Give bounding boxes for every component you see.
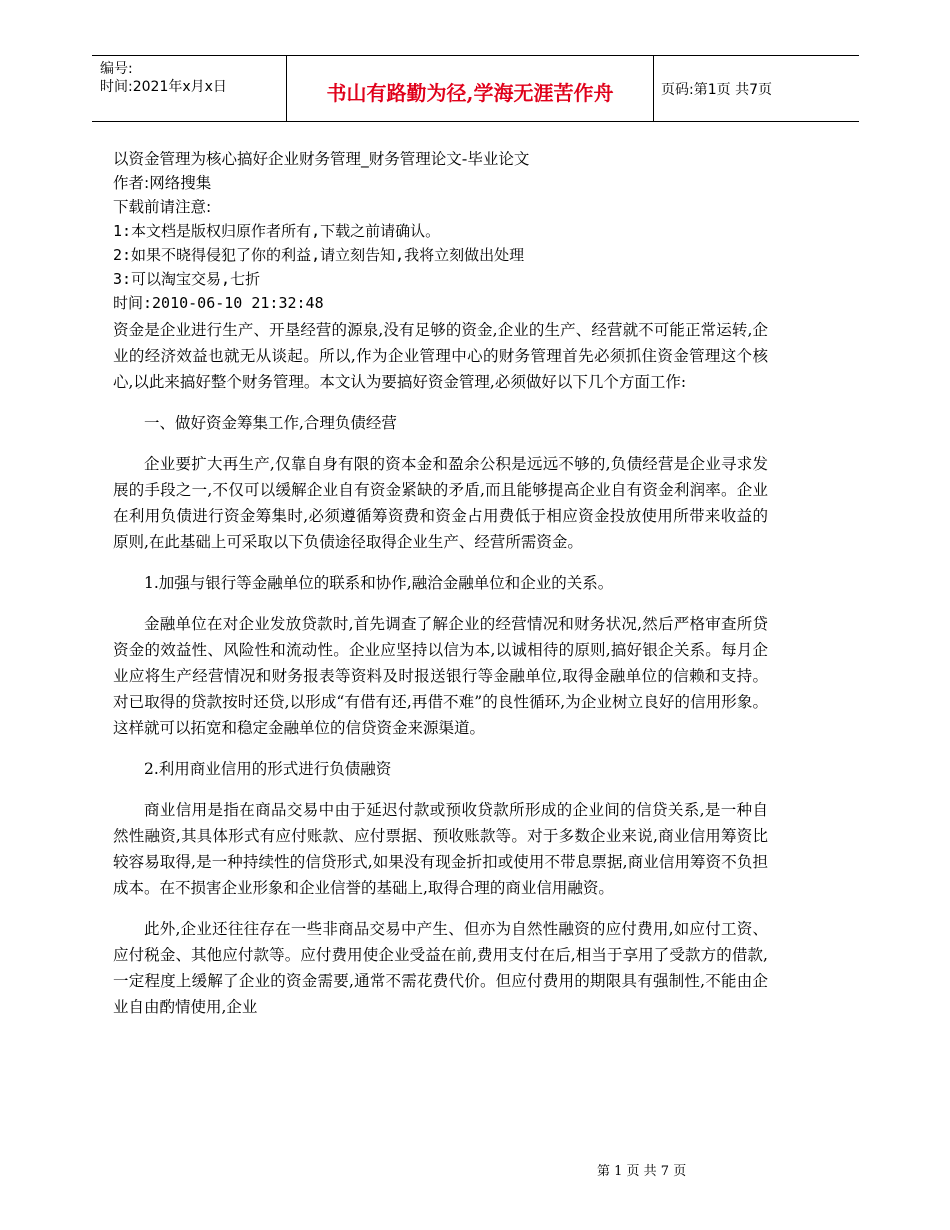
- document-time: 时间:2010-06-10 21:32:48: [113, 294, 324, 312]
- document-body: [113, 317, 768, 1035]
- document-title: 以资金管理为核心搞好企业财务管理_财务管理论文-毕业论文: [113, 150, 530, 168]
- notice-item: 2:如果不晓得侵犯了你的利益,请立刻告知,我将立刻做出处理: [113, 246, 525, 264]
- serial-label: 编号:: [100, 61, 133, 77]
- subsection-heading: 1.加强与银行等金融单位的联系和协作,融洽金融单位和企业的关系。: [144, 574, 614, 592]
- header-page-info: 页码:第1页 共7页: [661, 82, 772, 98]
- notice-item: 3:可以淘宝交易,七折: [113, 270, 261, 288]
- body-paragraph: 此外,企业还往往存在一些非商品交易中产生、但亦为自然性融资的应付费用,如应付工资、应付税金、其他应付款等。应付费用使企业受益在前,费用支付在后,相当于享用了受款方的借款,一定程度上缓解了企业的资金需要,通常不需花费代价。但应付费用的期限具有强制性,不能由企业自由酌情使用,企业: [113, 920, 768, 1016]
- header-motto: 书山有路勤为径,学海无涯苦作舟: [326, 81, 614, 105]
- header-top-rule: [92, 55, 859, 56]
- body-paragraph: 商业信用是指在商品交易中由于延迟付款或预收贷款所形成的企业间的信贷关系,是一种自然性融资,其具体形式有应付账款、应付票据、预收账款等。对于多数企业来说,商业信用筹资比较容易取得,是一种持续性的信贷形式,如果没有现金折扣或使用不带息票据,商业信用筹资不负担成本。在不损害企业形象和企业信誉的基础上,取得合理的商业信用融资。: [113, 801, 768, 897]
- body-paragraph: 金融单位在对企业发放贷款时,首先调查了解企业的经营情况和财务状况,然后严格审查所贷资金的效益性、风险性和流动性。企业应坚持以信为本,以诚相待的原则,搞好银企关系。每月企业应将生产经营情况和财务报表等资料及时报送银行等金融单位,取得金融单位的信赖和支持。对已取得的贷款按时还贷,以形成“有借有还,再借不难”的良性循环,为企业树立良好的信用形象。这样就可以拓宽和稳定金融单位的信贷资金来源渠道。: [113, 615, 768, 737]
- document-author: 作者:网络搜集: [113, 174, 212, 192]
- footer-page-number: 第 1 页 共 7 页: [597, 1164, 687, 1179]
- section-heading: 一、做好资金筹集工作,合理负债经营: [144, 414, 397, 432]
- notice-item: 1:本文档是版权归原作者所有,下载之前请确认。: [113, 222, 441, 240]
- header-bottom-rule: [92, 121, 859, 122]
- header-divider-right: [653, 55, 654, 122]
- body-paragraph: 资金是企业进行生产、开垦经营的源泉,没有足够的资金,企业的生产、经营就不可能正常运转,企业的经济效益也就无从谈起。所以,作为企业管理中心的财务管理首先必须抓住资金管理这个核心,以此来搞好整个财务管理。本文认为要搞好资金管理,必须做好以下几个方面工作:: [113, 321, 768, 391]
- header-info: [100, 60, 227, 96]
- notice-title: 下载前请注意:: [113, 198, 212, 216]
- body-paragraph: 企业要扩大再生产,仅靠自身有限的资本金和盈余公积是远远不够的,负债经营是企业寻求发展的手段之一,不仅可以缓解企业自有资金紧缺的矛盾,而且能够提高企业自有资金利润率。企业在利用负债进行资金筹集时,必须遵循筹资费和资金占用费低于相应资金投放使用所带来收益的原则,在此基础上可采取以下负债途径取得企业生产、经营所需资金。: [113, 455, 768, 551]
- time-label: 时间:2021年x月x日: [100, 79, 227, 95]
- document-meta: [113, 147, 529, 315]
- subsection-heading: 2.利用商业信用的形式进行负债融资: [144, 760, 392, 778]
